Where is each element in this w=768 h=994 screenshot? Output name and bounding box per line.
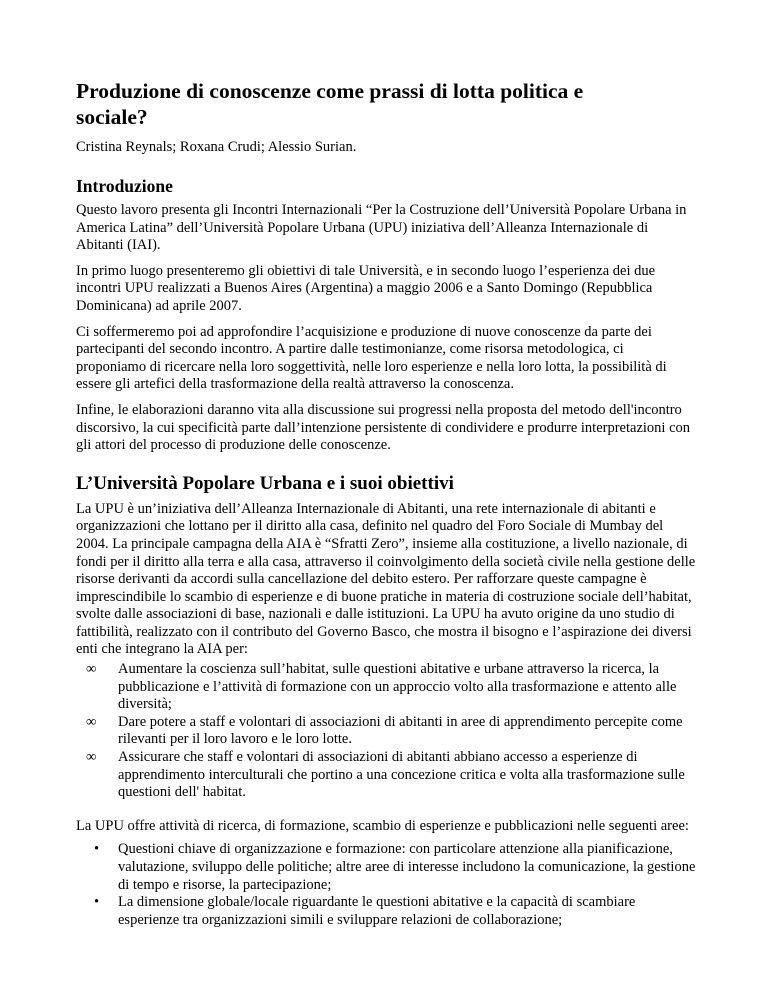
bullet-icon: • — [94, 894, 100, 911]
paragraph: La UPU è un’iniziativa dell’Alleanza Internazionale di Abitanti, una rete internazionale di abitanti e organizzazioni che lottano per il diritto alla casa, definito nel quadro del Foro Sociale di Mumbay del 2004. La principale campagna della AIA è “Sfratti Zero”, insieme alla costituzione, a livello nazionale, di fondi per il diritto alla terra e alla casa, attraverso il coinvolgimento della società civile nella gestione delle risorse derivanti da accordi sulla cancellazione del debito estero. Per rafforzare queste campagne è imprescindibile lo scambio di esperienze e di buone pratiche in materia di costruzione sociale dell’habitat, svolte dalle associazioni di base, nazionali e dalle istituzioni. La UPU ha avuto origine da uno studio di fattibilità, realizzato con il contributo del Governo Basco, che mostra il bisogno e l’aspirazione dei diversi enti che integrano la AIA per: — [76, 500, 696, 658]
paragraph: In primo luogo presenteremo gli obiettivi di tale Università, e in secondo luogo l’esperienza dei due incontri UPU realizzati a Buenos Aires (Argentina) a maggio 2006 e a Santo Domingo (Repubblica Dominicana) ad aprile 2007. — [76, 262, 656, 314]
list-item — [76, 749, 696, 802]
authors-line: Cristina Reynals; Roxana Crudi; Alessio Surian. — [76, 139, 357, 155]
list-item-text: Assicurare che staff e volontari di associazioni di abitanti abbiano accesso a esperienze di apprendimento interculturali che portino a una concezione critica e volta alla trasformazione sulle questioni dell' habitat. — [118, 749, 685, 801]
bullet-icon: • — [94, 841, 100, 858]
list-item-text: Aumentare la coscienza sull’habitat, sulle questioni abitative e urbane attraverso la ricerca, la pubblicazione e l’attività di formazione con un approccio volto alla trasformazione e attento alle diversità; — [118, 661, 677, 713]
list-item — [76, 714, 696, 749]
areas-list — [76, 841, 696, 929]
section-heading-upu: L’Università Popolare Urbana e i suoi obiettivi — [76, 472, 454, 494]
document-title: Produzione di conoscenze come prassi di lotta politica e sociale? — [76, 79, 584, 129]
list-item — [76, 841, 696, 894]
infinity-bullet-icon: ∞ — [86, 713, 97, 730]
paragraph: La UPU offre attività di ricerca, di formazione, scambio di esperienze e pubblicazioni nelle seguenti aree: — [76, 817, 689, 834]
objectives-list — [76, 661, 696, 802]
paragraph: Ci soffermeremo poi ad approfondire l’acquisizione e produzione di nuove conoscenze da parte dei partecipanti del secondo incontro. A partire dalle testimonianze, come risorsa metodologica, ci proponiamo di ricercare nella loro soggettività, nelle loro esperienze e nella loro lotta, la possibilità di essere gli artefici della trasformazione della realtà attraverso la conoscenza. — [76, 323, 667, 393]
infinity-bullet-icon: ∞ — [86, 661, 97, 678]
paragraph: Infine, le elaborazioni daranno vita alla discussione sui progressi nella proposta del metodo dell'incontro discorsivo, la cui specificità parte dall’intenzione persistente di condividere e produrre interpretazioni con gli attori del processo di produzione delle conoscenze. — [76, 401, 690, 454]
list-item-text: Questioni chiave di organizzazione e formazione: con particolare attenzione alla pianificazione, valutazione, sviluppo delle politiche; altre aree di interesse includono la comunicazione, la gestione di tempo e risorse, la partecipazione; — [118, 841, 696, 893]
list-item — [76, 661, 696, 714]
list-item-text: Dare potere a staff e volontari di associazioni di abitanti in aree di apprendimento percepite come rilevanti per il loro lavoro e le loro lotte. — [118, 713, 683, 748]
list-item-text: La dimensione globale/locale riguardante le questioni abitative e la capacità di scambiare esperienze tra organizzazioni simili e sviluppare relazioni de collaborazione; — [118, 894, 636, 928]
infinity-bullet-icon: ∞ — [86, 749, 97, 766]
list-item — [76, 894, 696, 929]
paragraph: Questo lavoro presenta gli Incontri Internazionali “Per la Costruzione dell’Università Popolare Urbana in America Latina” dell’Università Popolare Urbana (UPU) iniziativa dell’Alleanza Internazionale di Abitanti (IAI). — [76, 202, 687, 254]
section-heading-introduzione: Introduzione — [76, 176, 173, 196]
